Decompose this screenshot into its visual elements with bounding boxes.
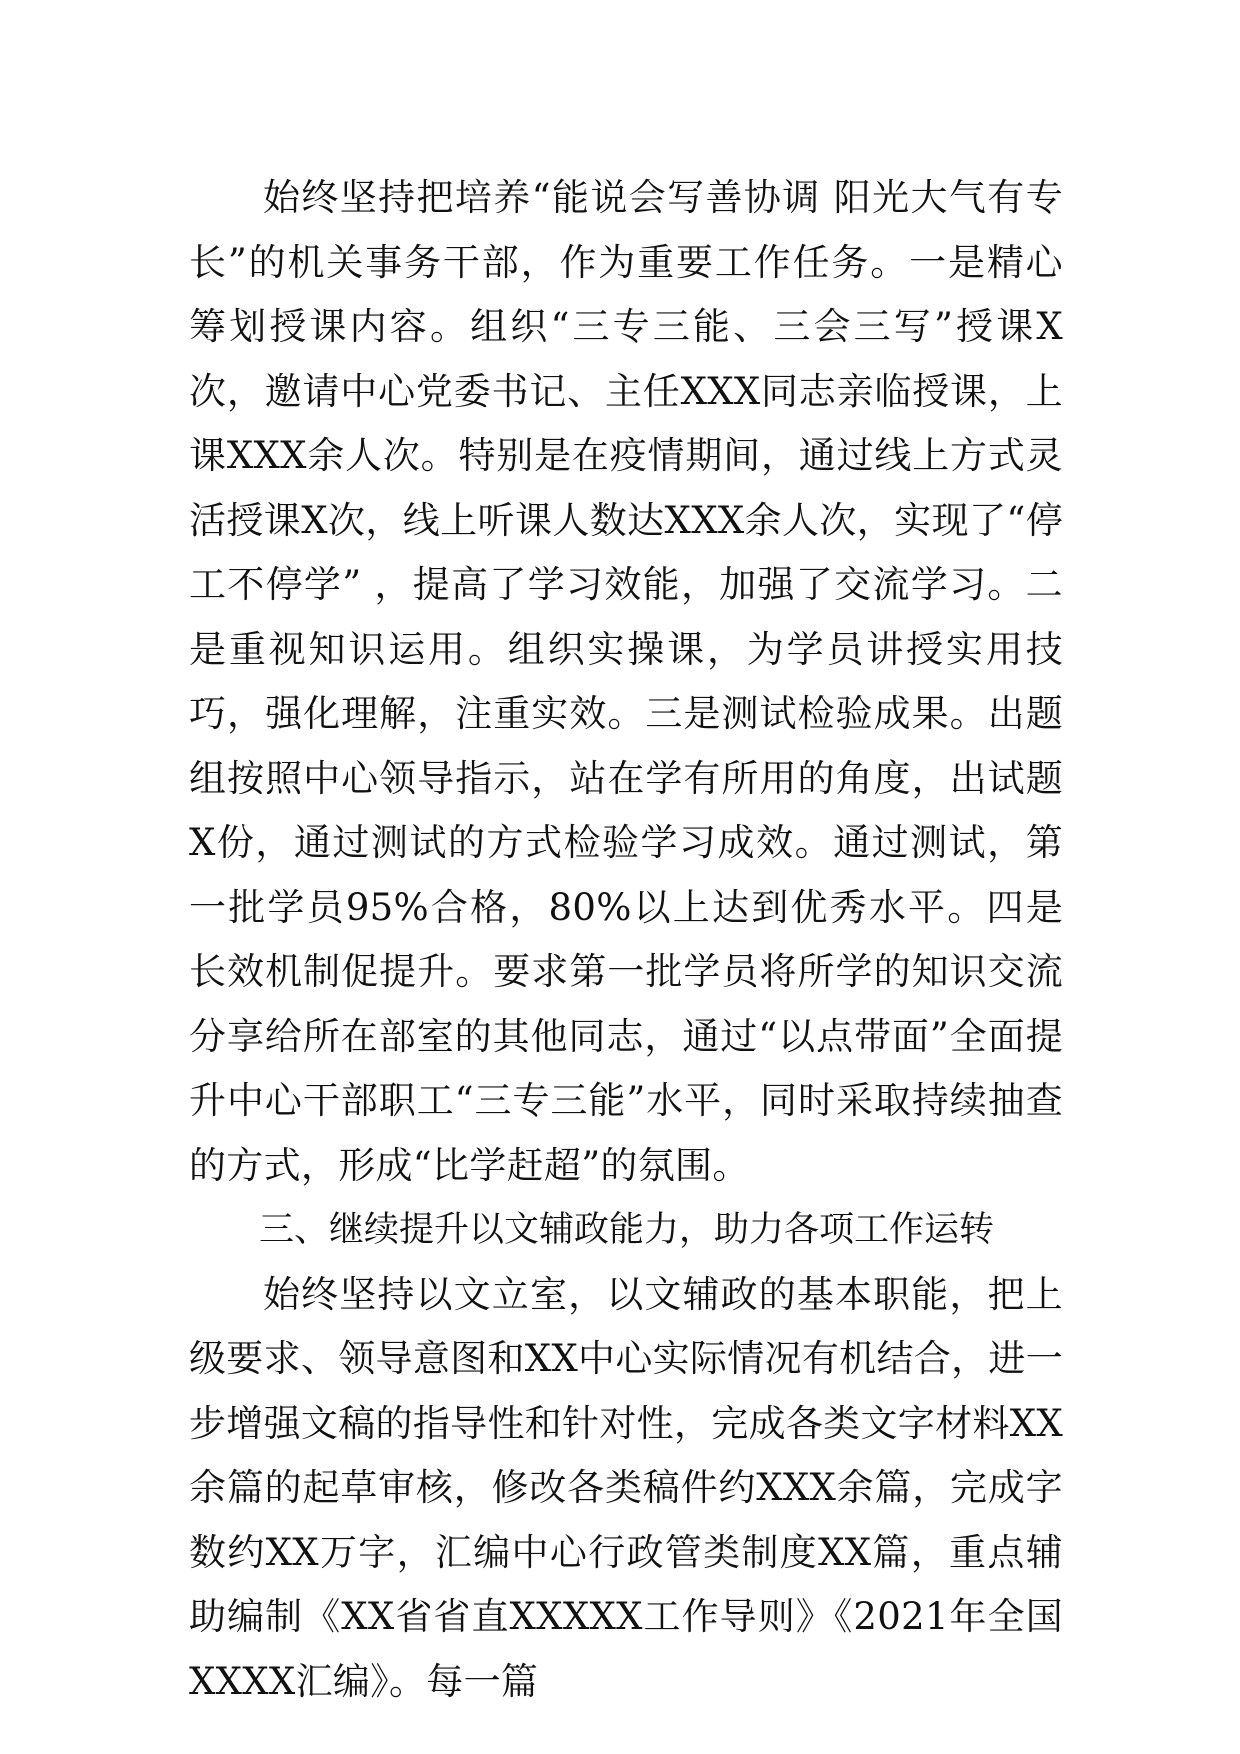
paragraph-training: 始终坚持把培养“能说会写善协调 阳光大气有专长”的机关事务干部，作为重要工作任务。一是精心筹划授课内容。组织“三专三能、三会三写”授课X次，邀请中心党委书记、主任XXX同志亲临授课，上课XXX余人次。特别是在疫情期间，通过线上方式灵活授课X次，线上听课人数达XXX余人次，实现了“停工不停学” ，提高了学习效能，加强了交流学习。二是重视知识运用。组织实操课，为学员讲授实用技巧，强化理解，注重实效。三是测试检验成果。出题组按照中心领导指示，站在学有所用的角度，出试题X份，通过测试的方式检验学习成效。通过测试，第一批学员95%合格，80%以上达到优秀水平。四是长效机制促提升。要求第一批学员将所学的知识交流分享给所在部室的其他同志，通过“以点带面”全面提升中心干部职工“三专三能”水平，同时采取持续抽查的方式，形成“比学赶超”的氛围。 <box>189 176 1063 1187</box>
paragraph-writing: 始终坚持以文立室，以文辅政的基本职能，把上级要求、领导意图和XX中心实际情况有机结合，进一步增强文稿的指导性和针对性，完成各类文字材料XX余篇的起草审核，修改各类稿件约XXX余篇，完成字数约XX万字，汇编中心行政管类制度XX篇，重点辅助编制《XX省省直XXXXX工作导则》《2021年全国XXXX汇编》。每一篇 <box>189 1272 1063 1703</box>
section-heading: 三、继续提升以文辅政能力，助力各项工作运转 <box>259 1210 995 1250</box>
document-body <box>189 166 1063 1714</box>
